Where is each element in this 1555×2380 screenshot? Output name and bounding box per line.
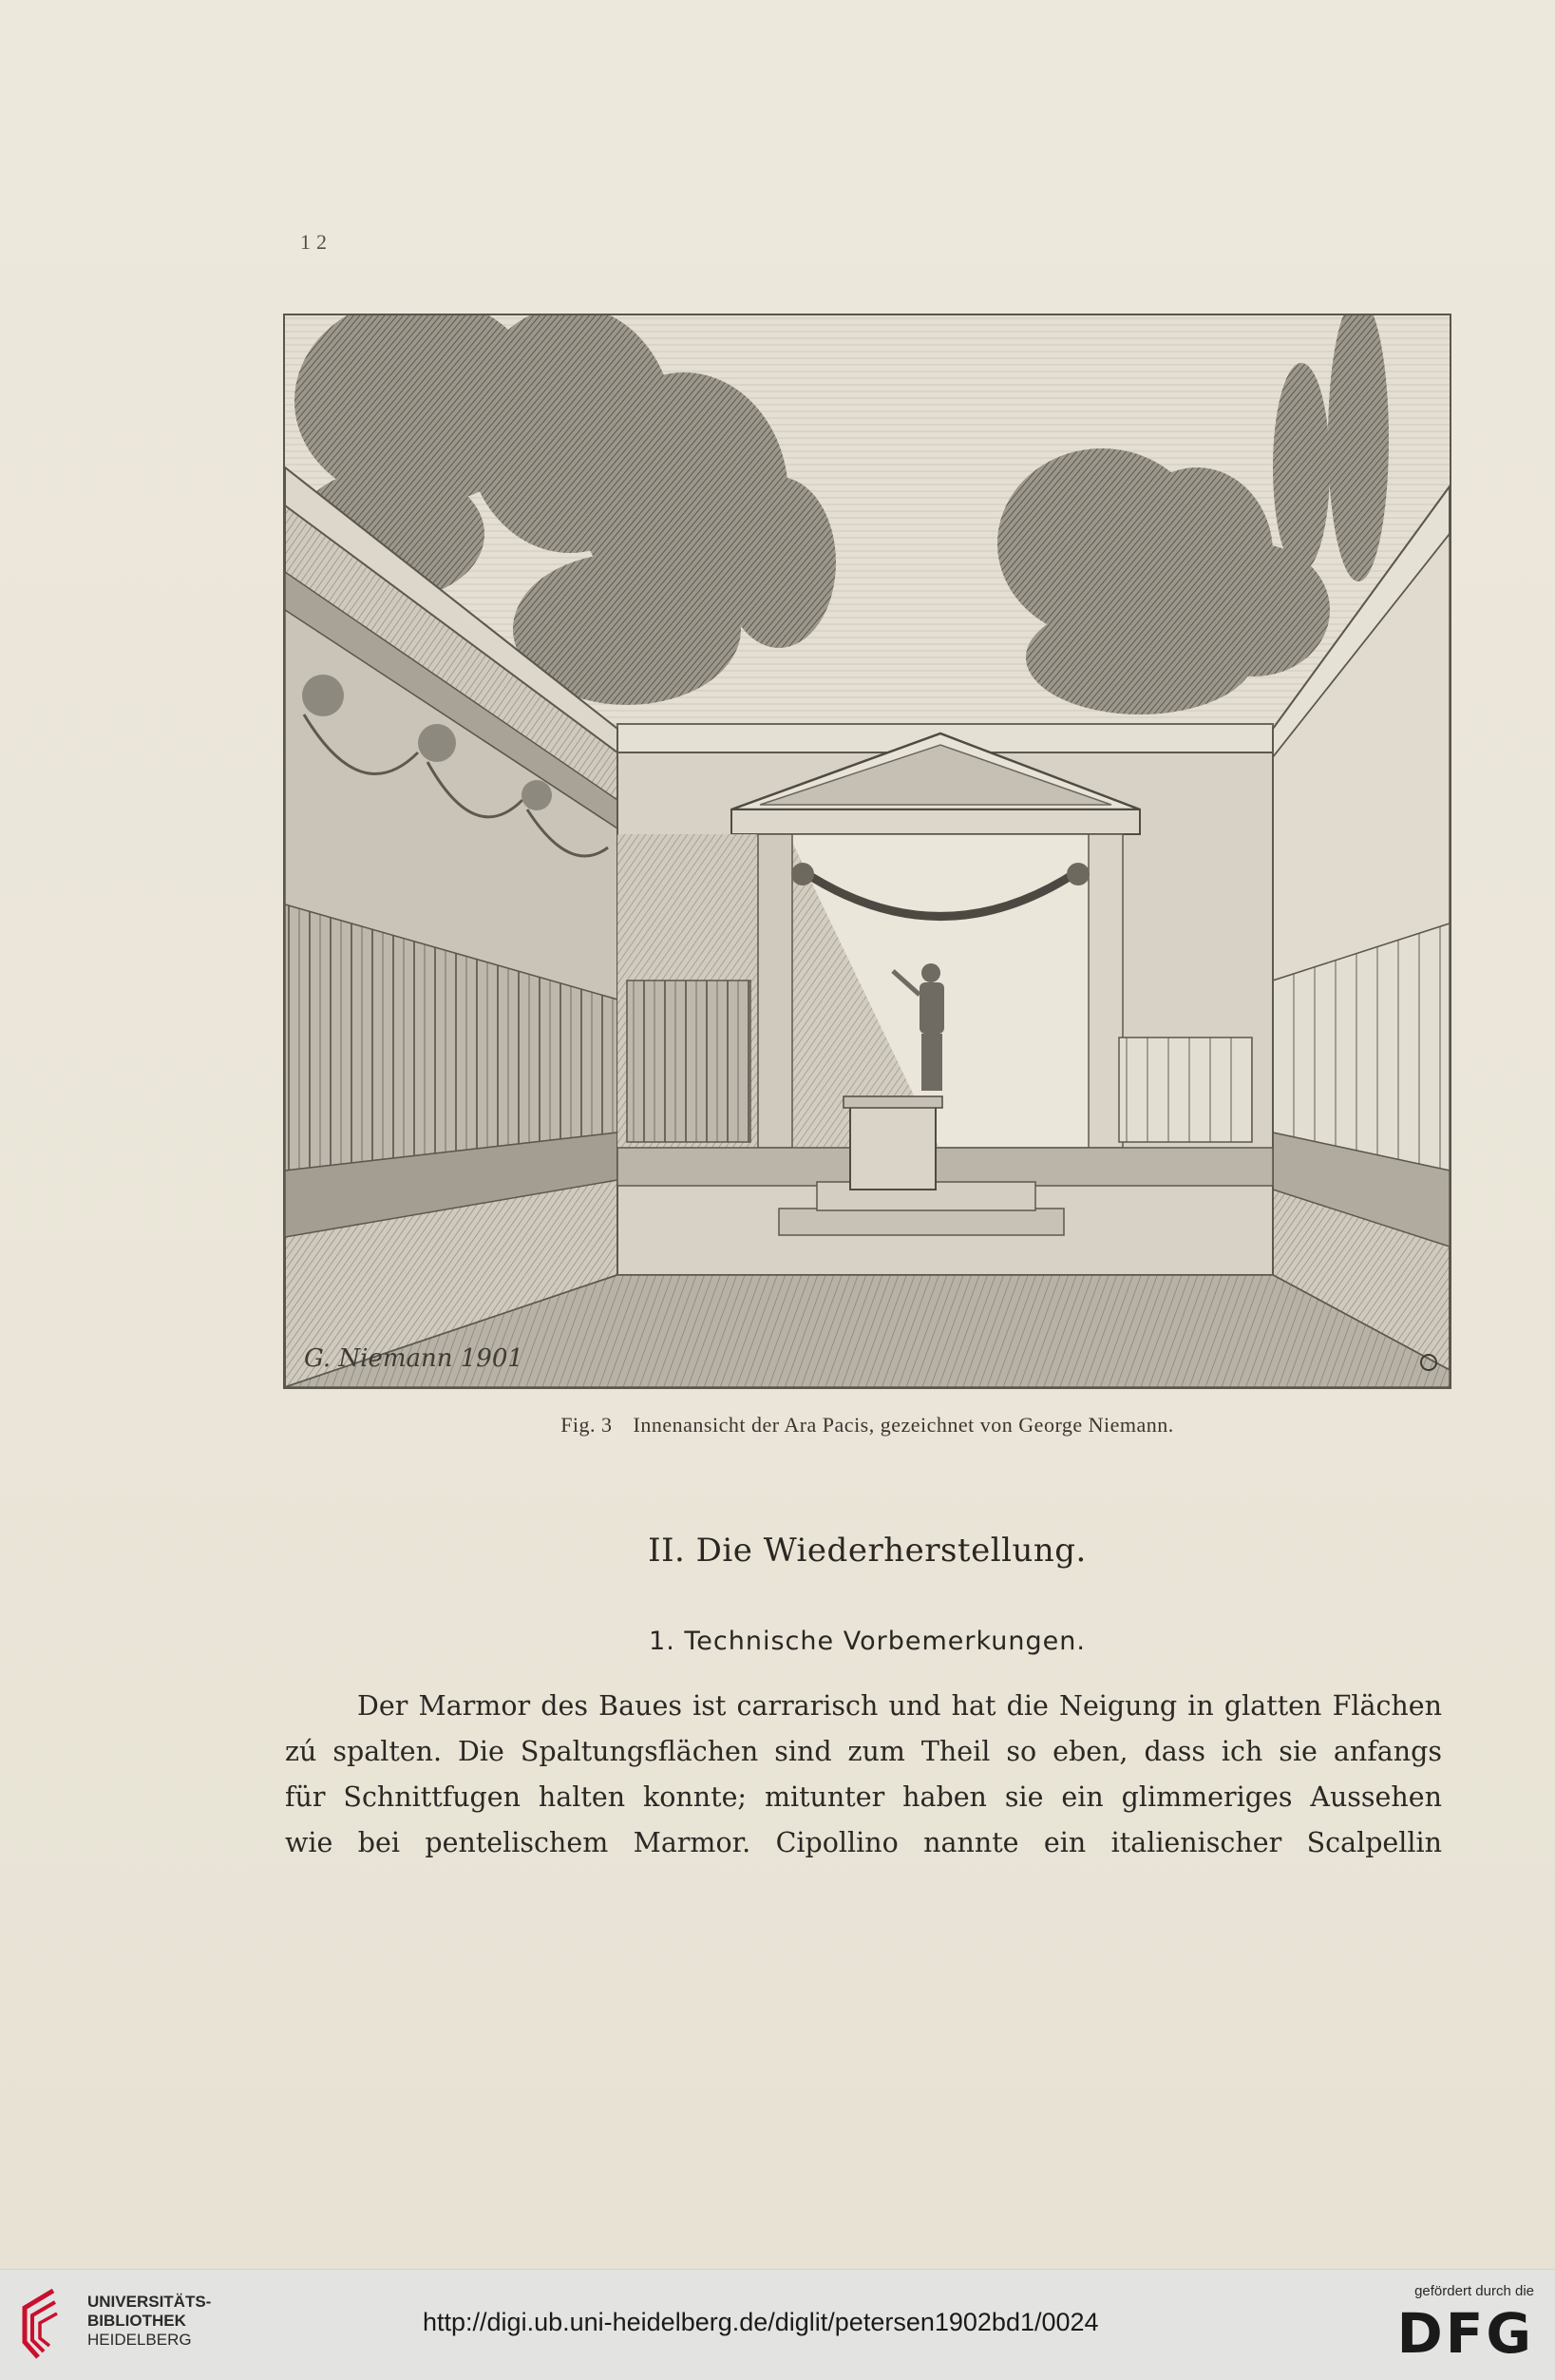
paragraph-line: Der Marmor des Baues ist carrarisch und hat die Neigung in glatten Flächen — [357, 1690, 1442, 1722]
paragraph-line: zú spalten. Die Spaltungsflächen sind zum Theil so eben, dass ich sie anfangs — [285, 1736, 1442, 1767]
dfg-logo: DFG — [1396, 2301, 1534, 2366]
figure-label: Fig. 3 — [560, 1413, 613, 1437]
paragraph-line: für Schnittfugen halten konnte; mitunter haben sie ein glimmeriges Aussehen — [285, 1781, 1442, 1813]
paragraph-line: wie bei pentelischem Marmor. Cipollino nannte ein italienischer Scalpellin — [285, 1827, 1442, 1858]
body-paragraph — [285, 1684, 1442, 1866]
figure-illustration — [283, 314, 1451, 1389]
library-name-line2: BIBLIOTHEK — [87, 2312, 186, 2330]
digitization-footer — [0, 2269, 1555, 2380]
sponsor-block — [1373, 2283, 1534, 2364]
section-heading: II. Die Wiederherstellung. — [648, 1532, 1087, 1570]
figure-caption-text: Innenansicht der Ara Pacis, gezeichnet von George Niemann. — [633, 1413, 1174, 1437]
sponsor-text: gefördert durch die — [1414, 2283, 1534, 2299]
library-name — [87, 2293, 211, 2350]
library-name-line3: HEIDELBERG — [87, 2331, 192, 2349]
permalink-url[interactable]: http://digi.ub.uni-heidelberg.de/diglit/petersen1902bd1/0024 — [423, 2308, 1099, 2336]
ara-pacis-interior-drawing — [285, 315, 1450, 1387]
library-name-line1: UNIVERSITÄTS- — [87, 2293, 212, 2311]
section-subheading: 1. Technische Vorbemerkungen. — [649, 1627, 1086, 1656]
page-number: 12 — [300, 230, 332, 254]
university-library-logo-icon — [17, 2287, 70, 2363]
figure-caption — [283, 1413, 1451, 1438]
artist-signature: G. Niemann 1901 — [304, 1344, 523, 1373]
